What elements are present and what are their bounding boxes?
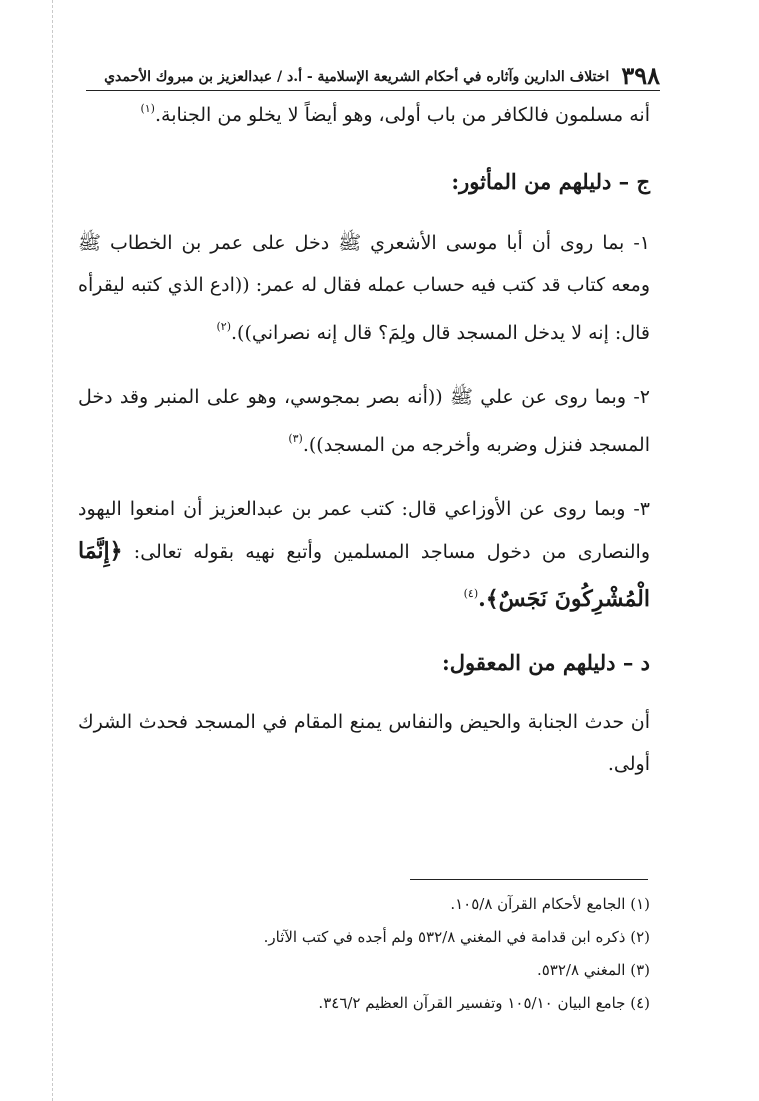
evidence-item-1-text: ١- بما روى أن أبا موسى الأشعري ﷺ دخل على عمر بن الخطاب ﷺ ومعه كتاب قد كتب فيه حساب عمله فقال له عمر: ((ادع الذي كتبه ليقرأه قال: إنه لا يدخل المسجد قال ولِمَ؟ قال إنه نصراني)). [78,232,650,344]
evidence-item-1 [78,222,650,354]
evidence-item-3 [78,488,650,621]
footnote-1: (١) الجامع لأحكام القرآن ١٠٥/٨. [450,895,650,913]
footnote-4: (٤) جامع البيان ١٠٥/١٠ وتفسير القرآن العظيم ٣٤٦/٢. [318,994,650,1012]
footnote-separator [410,879,648,880]
page-body [78,88,650,785]
footnote-2: (٢) ذكره ابن قدامة في المغني ٥٣٢/٨ ولم أجده في كتب الآثار. [263,928,650,946]
footnote-ref-1: (١) [140,102,155,115]
footnote-3: (٣) المغني ٥٣٢/٨. [536,961,650,979]
evidence-item-3-text: ٣- وبما روى عن الأوزاعي قال: كتب عمر بن عبدالعزيز أن امنعوا اليهود والنصارى من دخول مساجد المسلمين وأتبع نهيه بقوله تعالى: [78,498,650,563]
intro-text: أنه مسلمون فالكافر من باب أولى، وهو أيضاً لا يخلو من الجنابة. [154,104,650,126]
footnote-ref-4: (٤) [463,587,479,600]
page-header [86,60,660,91]
page-number: ٣٩٨ [621,61,660,90]
quran-verse: ﴿إِنَّمَا الْمُشْرِكُونَ نَجَسٌ﴾. [78,538,650,612]
footnote-ref-3: (٣) [288,432,303,445]
footnotes [120,888,650,1020]
evidence-item-2 [78,376,650,466]
footnote-ref-2: (٢) [216,320,232,333]
reasoning-paragraph: أن حدث الجنابة والحيض والنفاس يمنع المقام في المسجد فحدث الشرك أولى. [78,711,650,775]
evidence-item-2-text: ٢- وبما روى عن علي ﷺ ((أنه بصر بمجوسي، وهو على المنبر وقد دخل المسجد فنزل وضربه وأخرجه من المسجد)). [78,386,650,456]
intro-paragraph [78,88,650,136]
heading-evidence-athar: ج – دليلهم من المأثور: [451,169,650,194]
heading-evidence-reason: د – دليلهم من المعقول: [441,650,650,675]
binding-edge-line [52,0,53,1101]
running-title: اختلاف الدارين وآثاره في أحكام الشريعة الإسلامية - أ.د / عبدالعزيز بن مبروك الأحمدي [104,69,610,85]
